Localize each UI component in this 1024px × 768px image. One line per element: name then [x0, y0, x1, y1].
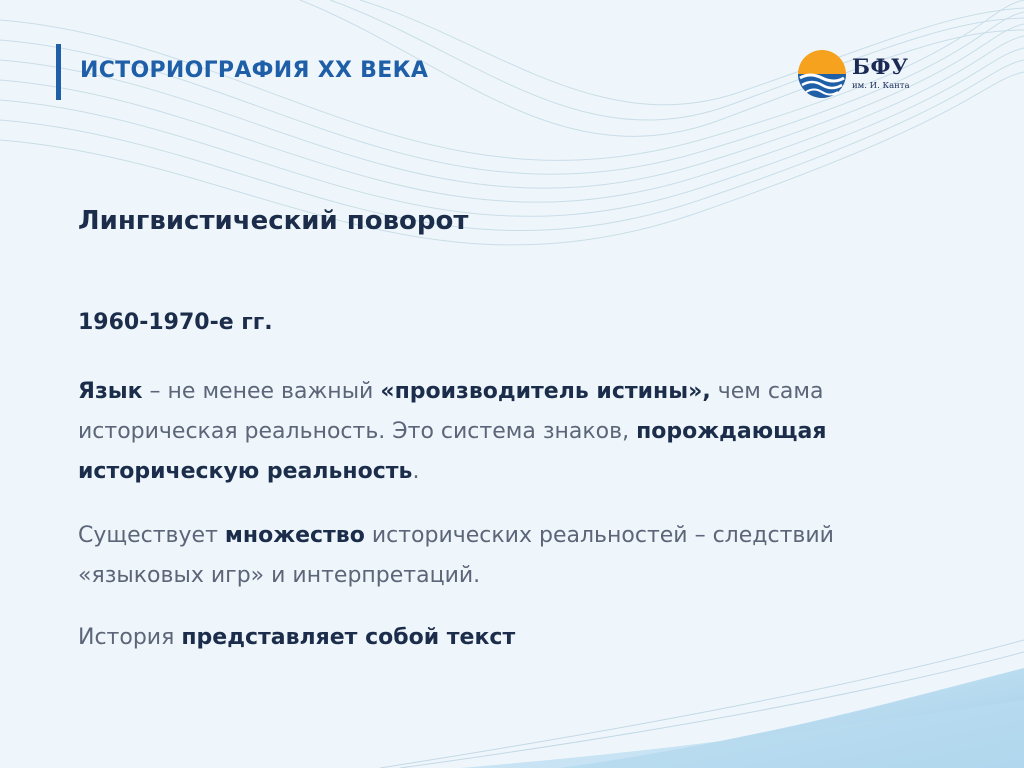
slide-heading: Лингвистический поворот — [78, 206, 469, 236]
university-logo — [796, 48, 926, 104]
page-title: ИСТОРИОГРАФИЯ XX ВЕКА — [80, 58, 429, 83]
term-generating-reality: порождающая историческую реальность — [78, 419, 827, 484]
text-span: История — [78, 625, 182, 650]
text-span: Существует — [78, 523, 225, 548]
paragraph-multiple-realities — [78, 516, 878, 596]
paragraph-history-text — [78, 618, 878, 658]
text-span: – не менее важный — [142, 379, 381, 404]
term-multitude: множество — [224, 523, 365, 548]
logo-name: БФУ — [852, 54, 909, 79]
term-text: представляет собой текст — [181, 625, 516, 650]
text-span: . — [412, 459, 420, 484]
paragraph-language — [78, 372, 878, 492]
text-span: исторических реальностей – следствий «языковых игр» и интерпретаций. — [78, 523, 834, 588]
term-truth-producer: «производитель истины», — [380, 379, 711, 404]
logo-subtitle: им. И. Канта — [852, 81, 910, 91]
header-accent-bar — [56, 44, 61, 100]
term-language: Язык — [78, 379, 143, 404]
years-label: 1960-1970-е гг. — [78, 310, 273, 335]
logo-emblem-icon — [796, 48, 848, 100]
text-span: чем сама историческая реальность. Это система знаков, — [78, 379, 824, 444]
